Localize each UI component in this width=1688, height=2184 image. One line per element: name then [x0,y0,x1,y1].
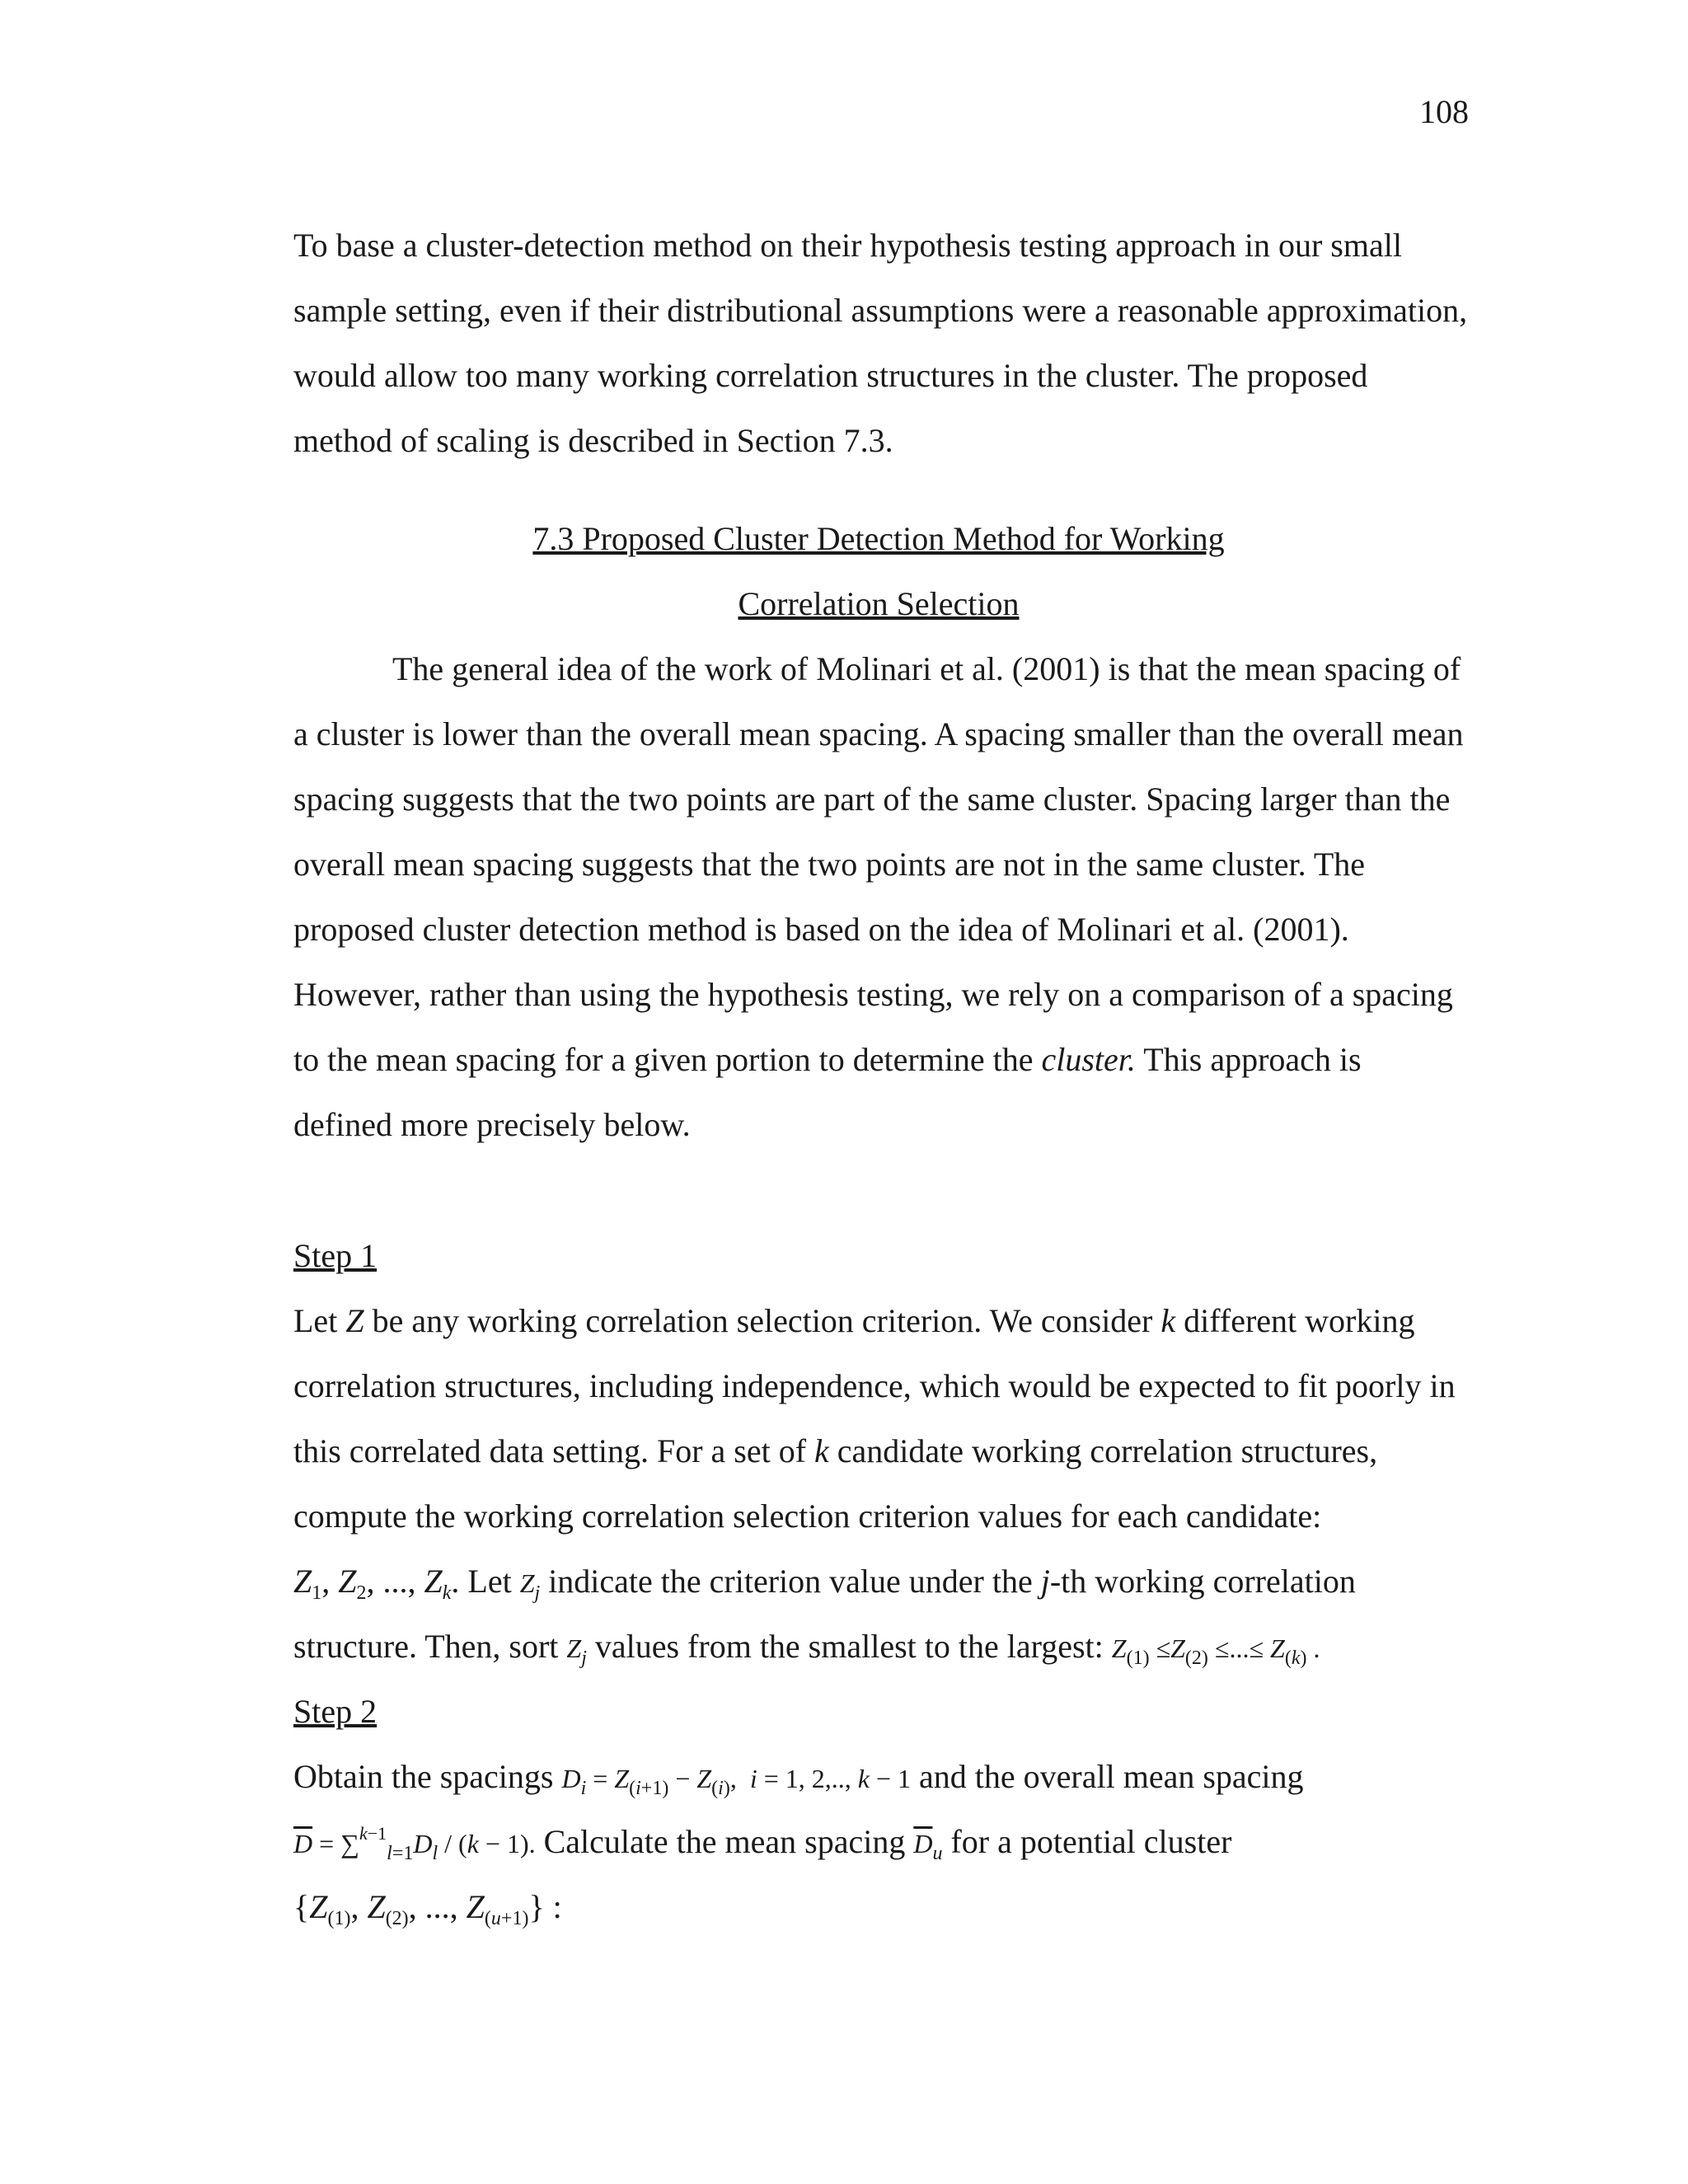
step-1-title: Step 1 [293,1237,377,1274]
text-line: correlation structures, including independence, which would be expected to fit poorly in [293,1367,1456,1404]
text-line: $\overline{D} = \sum^{k-1}_{l=1}D_l / (k - 1)$. Calculate the mean spacing $\overline{D}_u$ for a potential cluster [293,1823,1232,1864]
text-line: a cluster is lower than the overall mean spacing. A spacing smaller than the overall mean [293,715,1464,752]
text-line: sample setting, even if their distributional assumptions were a reasonable approximation, [293,292,1468,329]
step-2-title: Step 2 [293,1693,377,1730]
page-body [293,213,1468,1939]
equation-zj: $Z_j$ [519,1568,541,1604]
section-heading-line-1: 7.3 Proposed Cluster Detection Method for Working [532,520,1225,557]
equation-order-statistics: $Z_{(1)} \le Z_{(2)}$ ≤...≤ $Z_{(k)}$ . [1111,1633,1320,1669]
equation-zj: $Z_j$ [566,1633,587,1669]
emphasis-cluster: cluster. [1041,1041,1136,1078]
text-line: compute the working correlation selection criterion values for each candidate: [293,1497,1322,1535]
text-line: would allow too many working correlation structures in the cluster. The proposed [293,357,1368,394]
equation-mean-spacing: $\overline{D} = \sum^{k-1}_{l=1}D_l / (k - 1)$. [293,1823,536,1864]
page-number: 108 [1419,93,1469,130]
text-line: Obtain the spacings $D_i = Z_{(i+1)} - Z_{(i)}$, i = 1, 2,.., k − 1 and the overall mean spacing [293,1758,1304,1799]
text-line: $Z_1$, $Z_2$, ..., $Z_k$. Let $Z_j$ indicate the criterion value under the j-th working correlation [293,1563,1356,1604]
text-line: Let Z be any working correlation selection criterion. We consider k different working [293,1302,1415,1339]
text-line: However, rather than using the hypothesis testing, we rely on a comparison of a spacing [293,976,1453,1013]
step-1 [293,1223,1464,1679]
text-line: structure. Then, sort $Z_j$ values from the smallest to the largest: $Z_{(1)} \le Z_{(2)}$ ≤...≤ $Z_{(k)}$ . [293,1628,1320,1669]
text-line: defined more precisely below. [293,1106,691,1143]
paragraph-method [293,636,1464,1157]
text-line: To base a cluster-detection method on their hypothesis testing approach in our small [293,227,1402,264]
text-line: to the mean spacing for a given portion to determine the cluster. This approach is [293,1041,1362,1078]
text-line: spacing suggests that the two points are part of the same cluster. Spacing larger than the [293,780,1451,818]
step-2 [293,1679,1464,1939]
text-line: The general idea of the work of Molinari et al. (2001) is that the mean spacing of [392,650,1461,687]
equation-cluster-set: {$Z_{(1)}$, $Z_{(2)}$, ..., $Z_{(u+1)}$} : [293,1888,562,1929]
text-line: method of scaling is described in Section 7.3. [293,422,893,459]
text-line: this correlated data setting. For a set of k candidate working correlation structures, [293,1432,1378,1469]
paragraph-intro [293,213,1468,473]
text-line: overall mean spacing suggests that the two points are not in the same cluster. The [293,846,1366,883]
text-line: proposed cluster detection method is based on the idea of Molinari et al. (2001). [293,911,1349,948]
equation-spacings: $D_i = Z_{(i+1)} - Z_{(i)}$, i = 1, 2,.., k − 1 [561,1764,912,1799]
equation-du: $\overline{D}_u$ [913,1829,943,1864]
section-heading-line-2: Correlation Selection [738,585,1020,622]
equation-z-list: $Z_1$, $Z_2$, ..., $Z_k$ [293,1563,452,1604]
text-line [293,1874,1464,1939]
